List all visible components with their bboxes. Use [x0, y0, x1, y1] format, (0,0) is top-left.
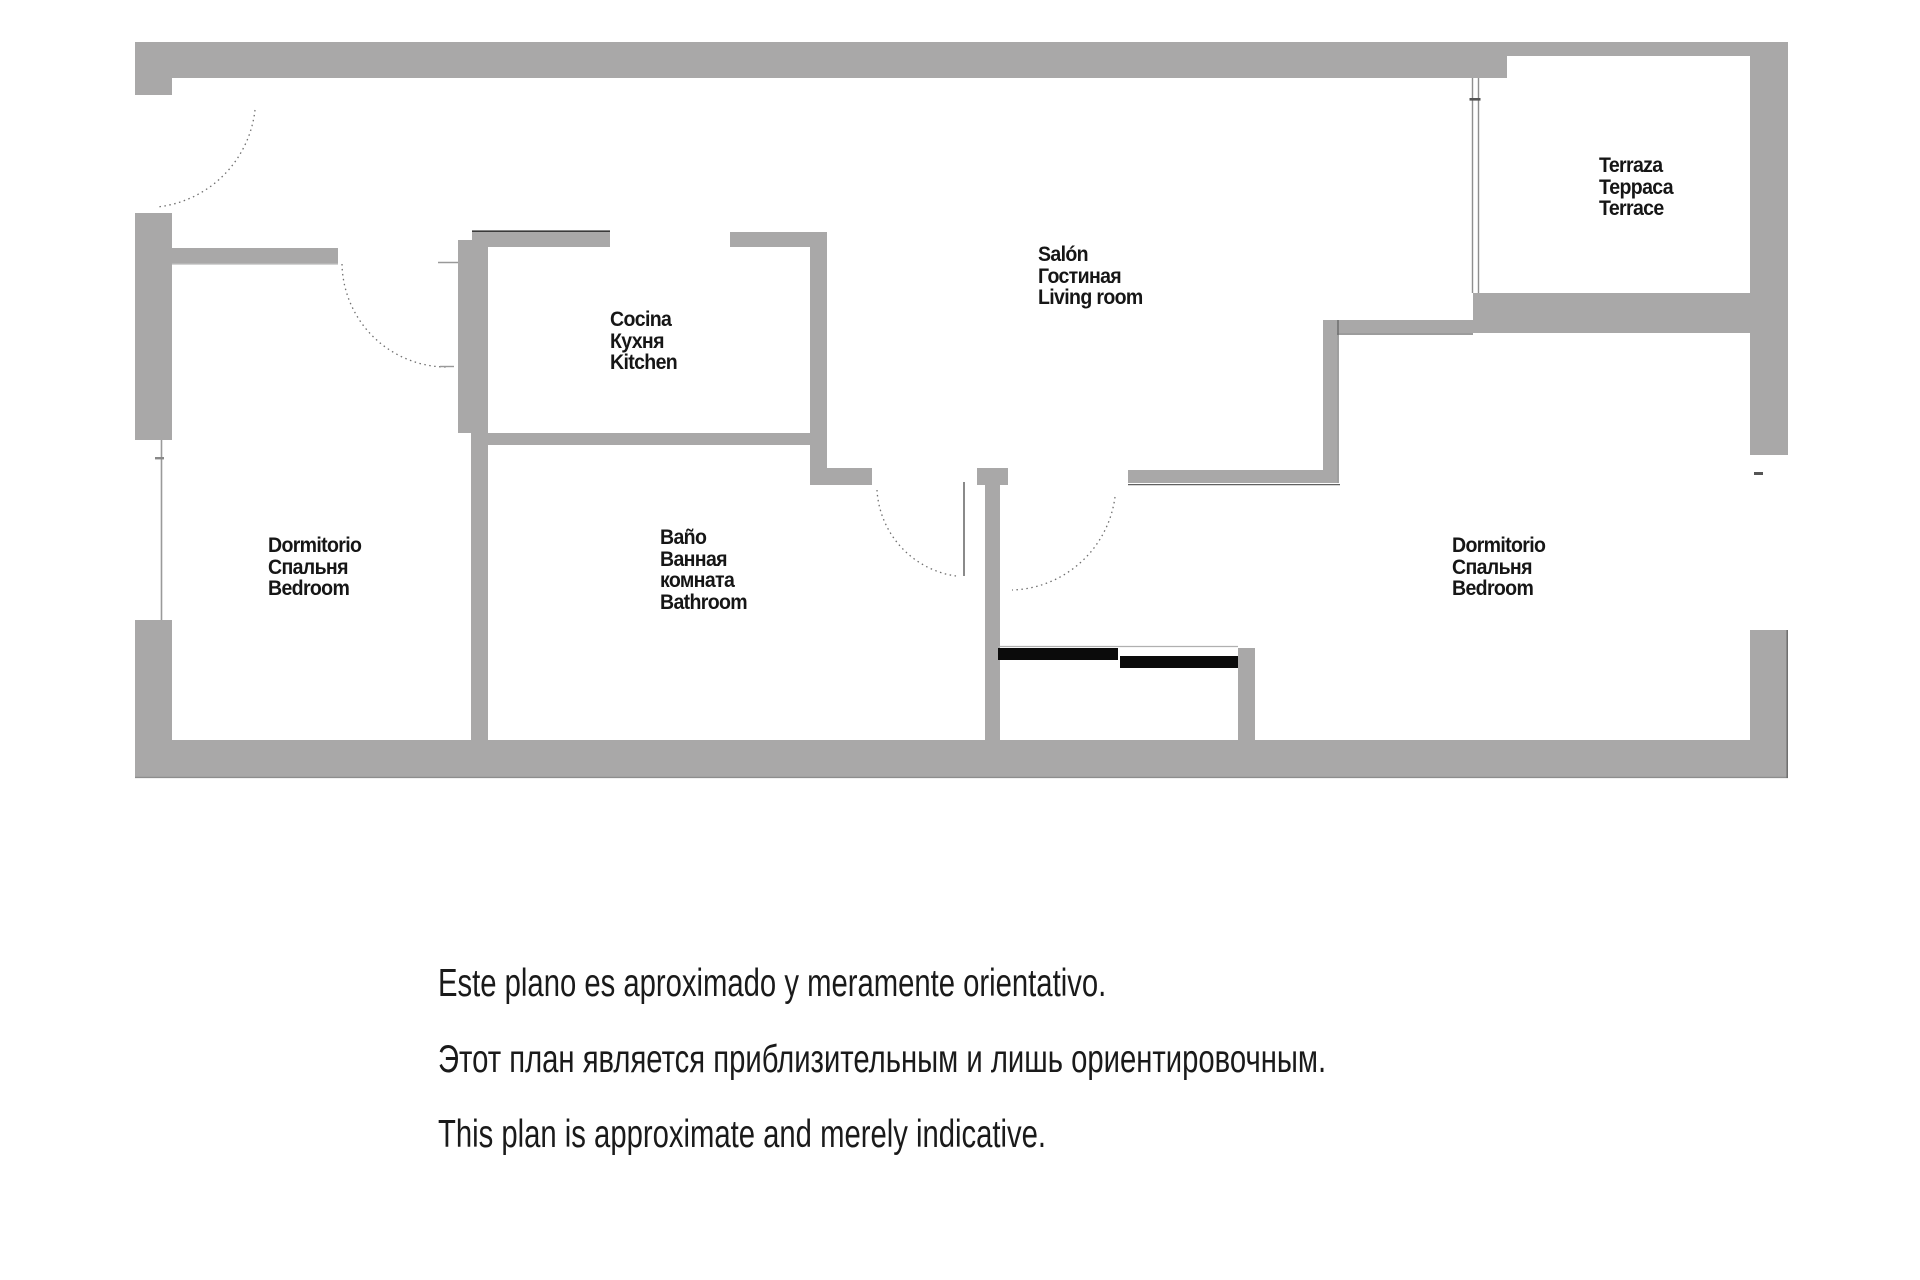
room-label-line: Terrace — [1599, 197, 1664, 221]
disclaimer-line-english: This plan is approximate and merely indicative. — [438, 1113, 1047, 1156]
wall-salon-divider-vertical — [1323, 320, 1337, 483]
sliding-door-closet — [998, 647, 1238, 669]
room-label-line: Terraza — [1599, 154, 1663, 177]
sliding-door-panel-left — [998, 648, 1118, 660]
disclaimer-line-spanish: Este plano es aproximado y meramente orientativo. — [438, 962, 1107, 1005]
wall-bottom — [135, 740, 1788, 778]
door-arc-bathroom-hall — [877, 490, 956, 576]
wall-bedroom-right-top — [1128, 470, 1337, 483]
room-label-bedroom-left — [268, 535, 361, 600]
room-label-kitchen — [610, 309, 677, 374]
wall-terrace-bottom — [1473, 293, 1750, 333]
room-label-line: Гостиная — [1038, 264, 1122, 288]
window-right-bedroom-tick — [1754, 472, 1763, 475]
room-label-line: Ванная — [660, 547, 727, 571]
room-label-line: Dormitorio — [1452, 534, 1546, 557]
room-label-line: Bedroom — [268, 577, 350, 601]
wall-right-lower — [1750, 630, 1788, 778]
room-label-line: Терраса — [1599, 175, 1673, 199]
wall-salon-divider-horizontal — [1337, 320, 1473, 333]
room-label-line: Kitchen — [610, 351, 678, 375]
wall-kitchen-top-right — [730, 232, 827, 247]
room-label-line: Salón — [1038, 243, 1088, 266]
wall-bathroom-right-stub — [810, 468, 872, 485]
wall-closet-right — [1238, 648, 1255, 740]
disclaimer-block — [438, 946, 1326, 1173]
room-label-line: Bathroom — [660, 590, 748, 614]
room-label-line: Спальня — [268, 555, 348, 579]
room-label-living-room — [1038, 244, 1143, 309]
wall-bedroom-left-top — [172, 248, 338, 263]
room-label-line: Living room — [1038, 286, 1143, 310]
wall-hall-central — [985, 485, 1000, 740]
room-label-line: Спальня — [1452, 555, 1532, 579]
wall-kitchen-top-left — [472, 232, 610, 247]
room-label-line: Кухня — [610, 329, 664, 353]
wall-left-top — [135, 42, 172, 95]
door-arc-bedroom-left — [342, 264, 447, 367]
room-label-line: комната — [660, 569, 735, 593]
wall-top-main — [135, 42, 1507, 78]
disclaimer-line-russian: Этот план является приблизительным и лишь ориентировочным. — [438, 1037, 1327, 1081]
window-left-bedroom-tick — [155, 457, 164, 459]
door-arc-entrance — [157, 110, 255, 207]
walls — [135, 42, 1788, 778]
room-label-line: Dormitorio — [268, 534, 362, 557]
sliding-door-panel-right — [1120, 656, 1238, 668]
room-label-terrace — [1599, 155, 1673, 220]
wall-left-mid — [135, 213, 172, 440]
room-label-bathroom — [660, 527, 747, 613]
window-terrace-tick — [1470, 98, 1481, 101]
room-label-bedroom-right — [1452, 535, 1545, 600]
wall-top-terrace — [1507, 42, 1788, 56]
room-label-line: Bedroom — [1452, 577, 1534, 601]
wall-right-upper — [1750, 42, 1788, 455]
door-arc-bedroom-right-hall — [1012, 497, 1115, 590]
room-label-line: Baño — [660, 526, 707, 549]
wall-kitchen-left — [458, 240, 488, 433]
wall-bathroom-top — [472, 433, 827, 445]
wall-hall-stub — [977, 468, 1008, 485]
wall-bedroom-bathroom-divider — [471, 433, 488, 740]
room-label-line: Cocina — [610, 308, 672, 331]
